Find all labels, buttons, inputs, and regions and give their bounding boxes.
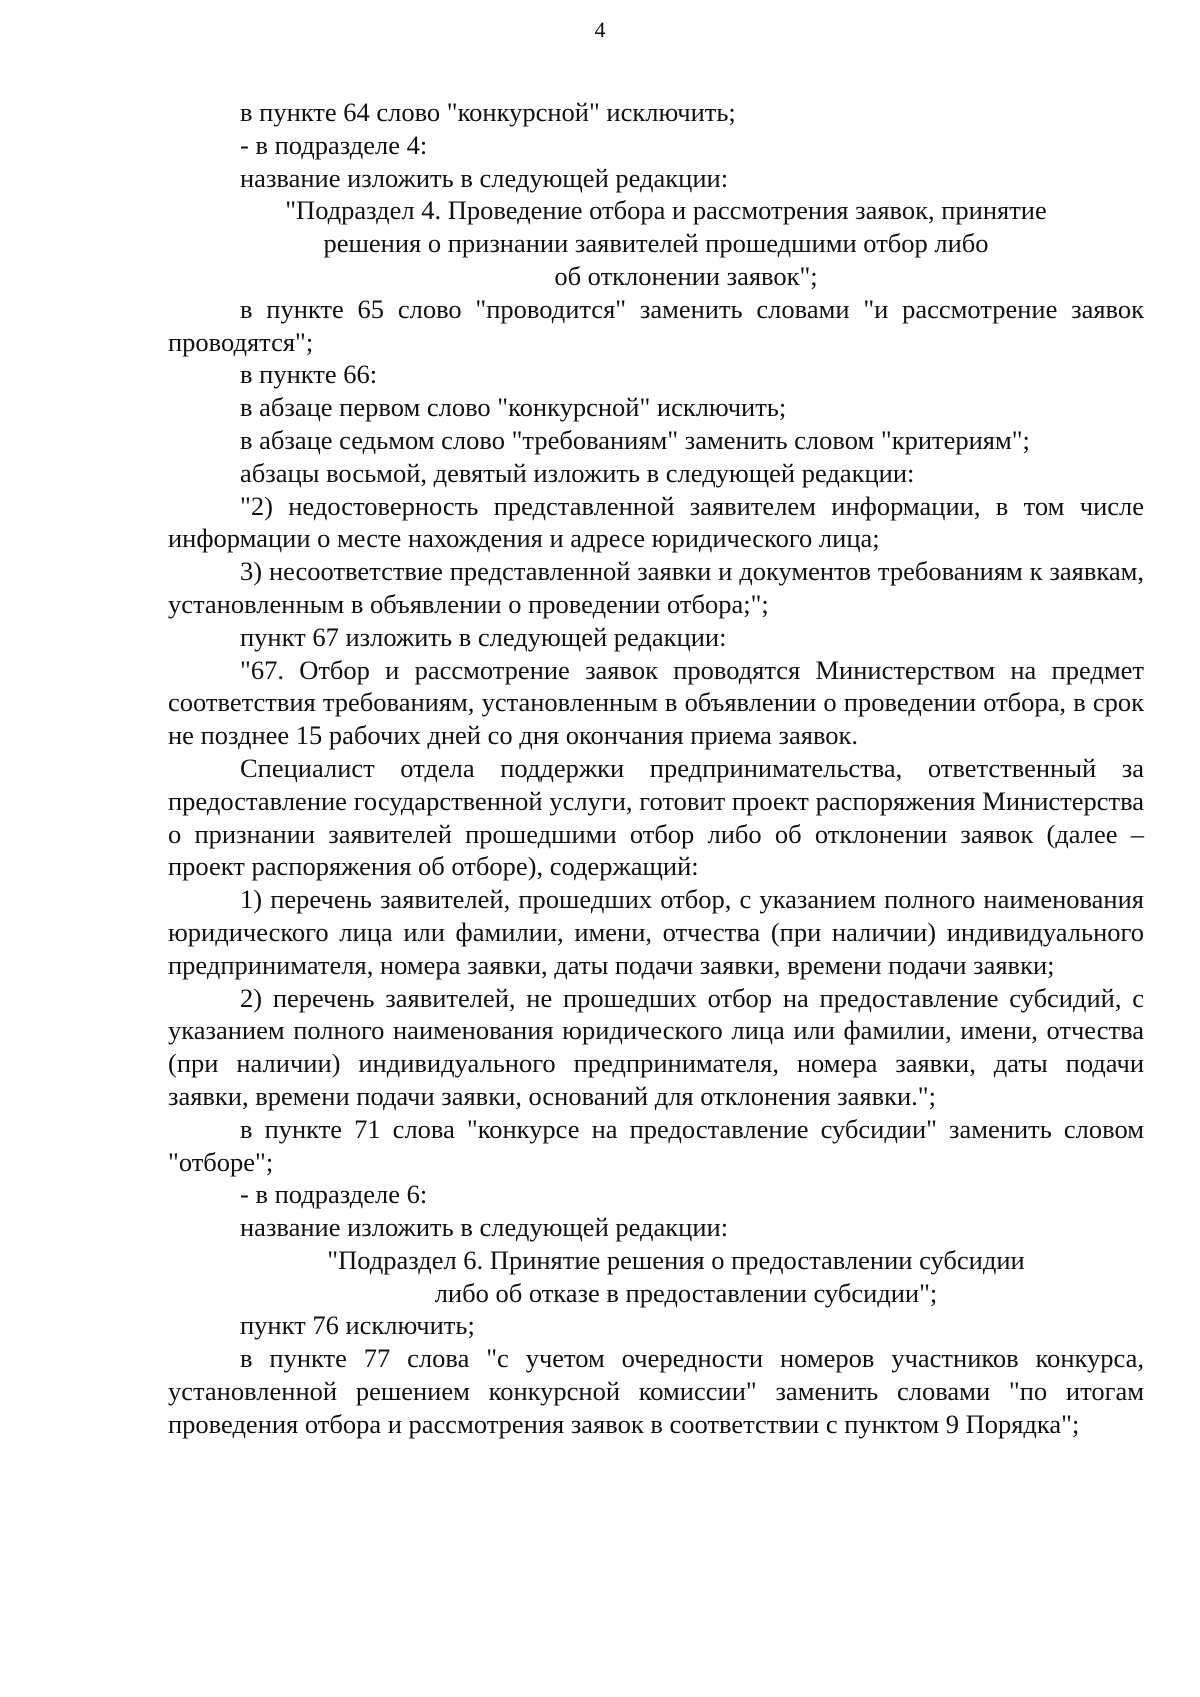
heading-line: "Подраздел 4. Проведение отбора и рассмотрения заявок, принятие <box>285 195 1047 226</box>
paragraph: "67. Отбор и рассмотрение заявок проводятся Министерством на предмет соответствия требованиям, установленным в объявлении о проведении отбора, в срок не позднее 15 рабочих дней со дня окончания приема заявок. <box>168 654 1144 751</box>
paragraph: в абзаце первом слово "конкурсной" исключить; <box>240 392 787 423</box>
list-item: 2) перечень заявителей, не прошедших отбор на предоставление субсидий, с указанием полного наименования юридического лица или фамилии, имени, отчества (при наличии) индивидуального предпринимателя, номера заявки, даты подачи заявки, времени подачи заявки, оснований для отклонения заявки."; <box>168 982 1144 1111</box>
heading-line: "Подраздел 6. Принятие решения о предоставлении субсидии <box>327 1244 1025 1275</box>
heading-line: либо об отказе в предоставлении субсидии"; <box>434 1277 938 1308</box>
paragraph: - в подразделе 4: <box>240 129 428 160</box>
paragraph: пункт 76 исключить; <box>240 1310 475 1341</box>
paragraph: в пункте 77 слова "с учетом очередности номеров участников конкурса, установленной решением конкурсной комиссии" заменить словами "по итогам проведения отбора и рассмотрения заявок в соответствии с пунктом 9 Порядка"; <box>168 1343 1144 1439</box>
paragraph: пункт 67 изложить в следующей редакции: <box>240 621 727 652</box>
paragraph: название изложить в следующей редакции: <box>240 1212 729 1243</box>
subsection-6-heading <box>168 1244 1144 1310</box>
paragraph: название изложить в следующей редакции: <box>240 162 729 193</box>
list-item: 1) перечень заявителей, прошедших отбор, с указанием полного наименования юридического лица или фамилии, имени, отчества (при наличии) индивидуального предпринимателя, номера заявки, даты подачи заявки, времени подачи заявки; <box>168 884 1144 980</box>
paragraph: - в подразделе 6: <box>240 1179 428 1210</box>
heading-line: решения о признании заявителей прошедшими отбор либо <box>323 228 989 259</box>
paragraph: в пункте 71 слова "конкурсе на предоставление субсидии" заменить словом "отборе"; <box>168 1113 1144 1177</box>
paragraph: в пункте 65 слово "проводится" заменить словами "и рассмотрение заявок проводятся"; <box>168 293 1144 357</box>
paragraph: 3) несоответствие представленной заявки и документов требованиям к заявкам, установленным в объявлении о проведении отбора;"; <box>168 556 1144 619</box>
paragraph: "2) недостоверность представленной заявителем информации, в том числе информации о месте нахождения и адресе юридического лица; <box>168 490 1144 554</box>
document-body <box>168 96 1144 1441</box>
paragraph: в пункте 66: <box>240 359 378 390</box>
paragraph: абзацы восьмой, девятый изложить в следующей редакции: <box>240 457 915 488</box>
heading-line: об отклонении заявок"; <box>554 260 818 291</box>
paragraph: в пункте 64 слово "конкурсной" исключить; <box>240 97 736 127</box>
paragraph: Специалист отдела поддержки предпринимательства, ответственный за предоставление государственной услуги, готовит проект распоряжения Министерства о признании заявителей прошедшими отбор либо об отклонении заявок (далее – проект распоряжения об отборе), содержащий: <box>168 752 1144 882</box>
paragraph: в абзаце седьмом слово "требованиям" заменить словом "критериям"; <box>240 424 1030 455</box>
page-number: 4 <box>594 17 606 42</box>
subsection-4-heading <box>168 194 1144 292</box>
